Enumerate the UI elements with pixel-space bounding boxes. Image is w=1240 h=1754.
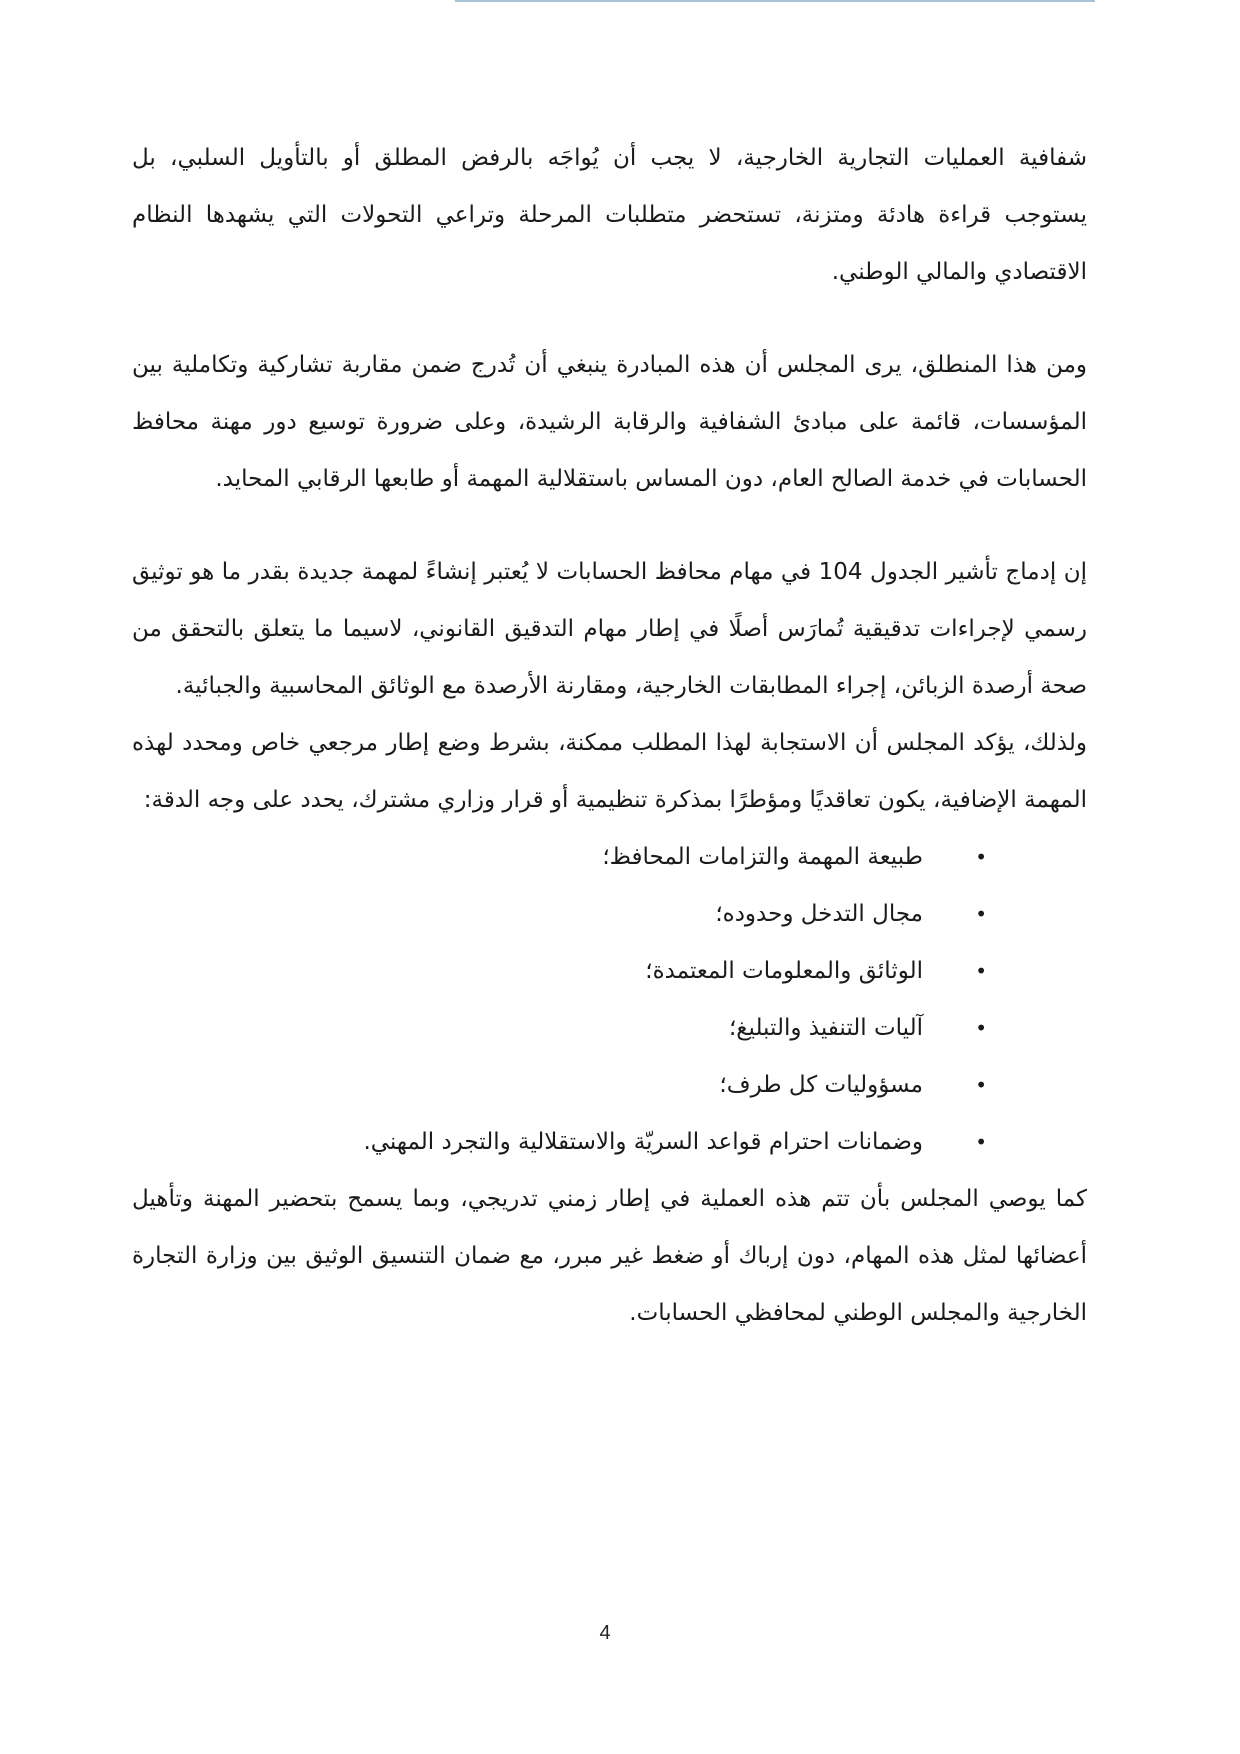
bullet-item <box>132 1114 987 1171</box>
bullet-icon: • <box>975 1073 987 1097</box>
bullet-item <box>132 1057 987 1114</box>
top-scan-edge-line <box>455 0 1095 2</box>
bullet-text: مسؤوليات كل طرف؛ <box>719 1072 923 1098</box>
paragraph-2: ومن هذا المنطلق، يرى المجلس أن هذه المبادرة ينبغي أن تُدرج ضمن مقاربة تشاركية وتكاملية بين المؤسسات، قائمة على مبادئ الشفافية والرقابة الرشيدة، وعلى ضرورة توسيع دور مهنة محافظ الحسابات في خدمة الصالح العام، دون المساس باستقلالية المهمة أو طابعها الرقابي المحايد. <box>132 352 1087 492</box>
bullet-item <box>132 943 987 1000</box>
bullet-item <box>132 886 987 943</box>
paragraph-5: كما يوصي المجلس بأن تتم هذه العملية في إطار زمني تدريجي، وبما يسمح بتحضير المهنة وتأهيل أعضائها لمثل هذه المهام، دون إرباك أو ضغط غير مبرر، مع ضمان التنسيق الوثيق بين وزارة التجارة الخارجية والمجلس الوطني لمحافظي الحسابات. <box>132 1186 1087 1326</box>
paragraph-4: ولذلك، يؤكد المجلس أن الاستجابة لهذا المطلب ممكنة، بشرط وضع إطار مرجعي خاص ومحدد لهذه المهمة الإضافية، يكون تعاقديًا ومؤطرًا بمذكرة تنظيمية أو قرار وزاري مشترك، يحدد على وجه الدقة: <box>132 730 1087 813</box>
bullet-item <box>132 829 987 886</box>
bullet-icon: • <box>975 845 987 869</box>
bullet-icon: • <box>975 959 987 983</box>
bullet-icon: • <box>975 1016 987 1040</box>
paragraph-3: إن إدماج تأشير الجدول 104 في مهام محافظ الحسابات لا يُعتبر إنشاءً لمهمة جديدة بقدر ما هو توثيق رسمي لإجراءات تدقيقية تُمارَس أصلًا في إطار مهام التدقيق القانوني، لاسيما ما يتعلق بالتحقق من صحة أرصدة الزبائن، إجراء المطابقات الخارجية، ومقارنة الأرصدة مع الوثائق المحاسبية والجبائية. <box>132 559 1087 699</box>
bullet-text: طبيعة المهمة والتزامات المحافظ؛ <box>602 844 923 870</box>
bullet-text: الوثائق والمعلومات المعتمدة؛ <box>645 958 923 984</box>
page-number: 4 <box>599 1622 611 1644</box>
bullet-icon: • <box>975 1130 987 1154</box>
bullet-list <box>132 829 1087 1171</box>
bullet-text: مجال التدخل وحدوده؛ <box>715 901 923 927</box>
bullet-icon: • <box>975 902 987 926</box>
bullet-item <box>132 1000 987 1057</box>
paragraph-1: شفافية العمليات التجارية الخارجية، لا يجب أن يُواجَه بالرفض المطلق أو بالتأويل السلبي، بل يستوجب قراءة هادئة ومتزنة، تستحضر متطلبات المرحلة وتراعي التحولات التي يشهدها النظام الاقتصادي والمالي الوطني. <box>132 145 1087 285</box>
bullet-text: وضمانات احترام قواعد السريّة والاستقلالية والتجرد المهني. <box>363 1129 923 1155</box>
document-body <box>132 130 1087 1342</box>
bullet-text: آليات التنفيذ والتبليغ؛ <box>728 1015 923 1041</box>
